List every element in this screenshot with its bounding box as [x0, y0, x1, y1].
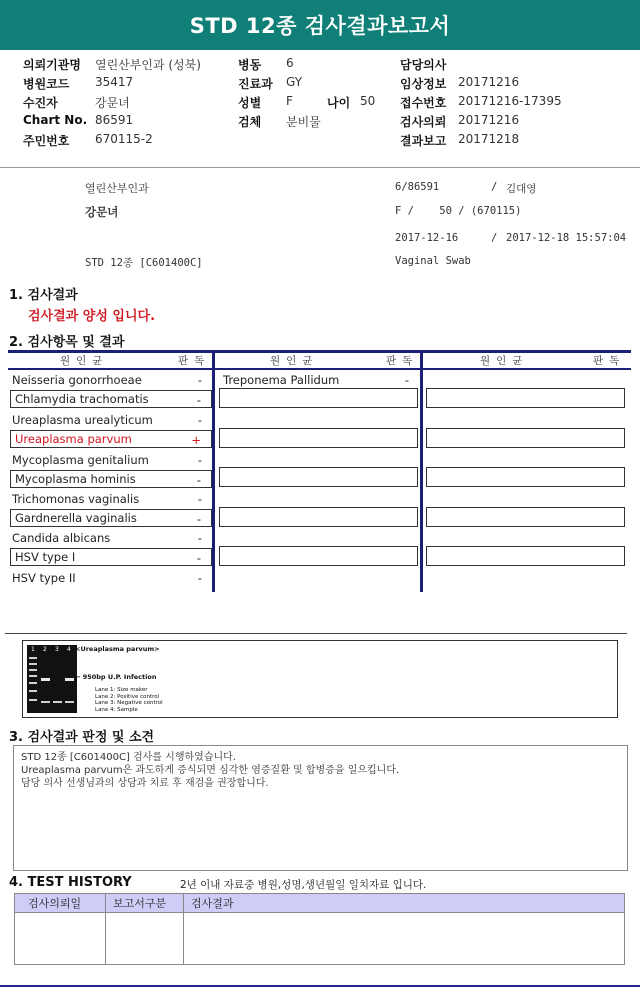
- report-clinic-name: 열린산부인과: [85, 182, 149, 195]
- section4-title: 4. TEST HISTORY: [9, 875, 132, 890]
- pathogen-result: -: [197, 413, 202, 427]
- info-key-department: 진료과: [238, 77, 273, 91]
- gel-band: [53, 701, 62, 703]
- col3-header-pathogen: 원인균: [480, 355, 529, 367]
- pathogen-row-positive: [10, 430, 212, 448]
- gel-band: [65, 678, 74, 681]
- pathogen-name: Candida albicans: [12, 531, 111, 545]
- pathogen-name: Mycoplasma genitalium: [12, 453, 149, 467]
- info-value-receipt-no: 20171216-17395: [458, 94, 562, 108]
- col1-header-result: 판독: [178, 355, 211, 367]
- info-value-department: GY: [286, 75, 303, 89]
- pathogen-result: -: [196, 512, 201, 526]
- info-value-ward: 6: [286, 56, 294, 70]
- gel-band: [29, 699, 37, 701]
- info-key-chart-no: Chart No.: [23, 113, 88, 127]
- pathogen-result: -: [196, 551, 201, 565]
- pathogen-row: [8, 490, 212, 508]
- report-test-code: STD 12종 [C601400C]: [85, 257, 203, 269]
- gel-band-label: ← 950bp U.P. Infection: [75, 673, 157, 681]
- info-key-patient: 수진자: [23, 96, 58, 110]
- gel-legend-item: Lane 1: Size maker: [95, 687, 148, 693]
- col1-header-pathogen: 원인균: [60, 355, 109, 367]
- gel-band: [29, 663, 37, 665]
- pathogen-row: [8, 569, 212, 587]
- pathogen-name: Gardnerella vaginalis: [15, 511, 137, 525]
- grid-column-divider: [420, 350, 423, 592]
- info-key-doctor: 담당의사: [400, 58, 447, 72]
- grid-column-divider: [212, 350, 215, 592]
- gel-title: <Ureaplasma parvum>: [75, 645, 160, 653]
- info-key-sex: 성별: [238, 96, 262, 110]
- info-value-requesting-institution: 열린산부인과 (성북): [95, 58, 201, 72]
- gel-band: [41, 678, 50, 681]
- pathogen-name: Trichomonas vaginalis: [12, 492, 140, 506]
- gel-band: [29, 682, 37, 684]
- report-separator-1: /: [491, 181, 498, 193]
- positive-result-text: 검사결과 양성 입니다.: [28, 309, 156, 324]
- empty-result-slot: [426, 546, 625, 566]
- gel-legend-item: Lane 4: Sample: [95, 706, 138, 713]
- info-key-hospital-code: 병원코드: [23, 77, 70, 91]
- pathogen-result: -: [196, 473, 201, 487]
- gel-band: [29, 657, 37, 659]
- lane-number: 4: [67, 646, 71, 653]
- gel-legend: [95, 687, 163, 713]
- lane-number: 1: [31, 646, 35, 653]
- pathogen-name: Neisseria gonorrhoeae: [12, 373, 142, 387]
- gel-band: [41, 701, 50, 703]
- pathogen-name: Treponema Pallidum: [223, 373, 340, 387]
- report-separator-2: /: [491, 232, 498, 244]
- empty-result-slot: [219, 507, 418, 527]
- gel-legend-item: Lane 2: Positive control: [95, 693, 160, 700]
- gel-legend-item: Lane 3: Negative control: [95, 700, 163, 706]
- info-value-specimen: 분비물: [286, 115, 321, 129]
- report-sex-age: F / 50 / (670115): [395, 205, 522, 217]
- info-key-requesting-institution: 의뢰기관명: [23, 58, 81, 72]
- report-patient-name: 강문녀: [85, 205, 119, 219]
- info-value-patient: 강문녀: [95, 96, 130, 110]
- history-col-result: 검사결과: [191, 897, 234, 910]
- pathogen-result: -: [197, 492, 202, 506]
- info-value-chart-no: 86591: [95, 113, 134, 127]
- history-table-header: [15, 894, 624, 913]
- history-note: 2년 이내 자료중 병원,성명,생년월일 일치자료 입니다.: [180, 879, 427, 891]
- history-col-request-date: 검사의뢰일: [28, 897, 82, 910]
- info-value-age: 50: [360, 94, 376, 108]
- info-key-resident-number: 주민번호: [23, 134, 70, 148]
- section1-title: 1. 검사결과: [9, 288, 78, 303]
- col2-header-result: 판독: [386, 355, 419, 367]
- section2-title: 2. 검사항목 및 결과: [9, 335, 125, 350]
- info-key-clinical-info: 임상정보: [400, 77, 447, 91]
- pathogen-name: Mycoplasma hominis: [15, 472, 136, 486]
- pathogen-name: Ureaplasma urealyticum: [12, 413, 153, 427]
- report-report-date: 2017-12-18 15:57:04: [506, 232, 627, 244]
- pathogen-row: [10, 470, 212, 488]
- info-value-result-report: 20171218: [458, 132, 520, 146]
- empty-result-slot: [219, 388, 418, 408]
- info-value-test-request: 20171216: [458, 113, 520, 127]
- history-col-divider: [183, 894, 184, 964]
- empty-result-slot: [426, 507, 625, 527]
- interpretation-line: STD 12종 [C601400C] 검사를 시행하였습니다.: [21, 752, 236, 763]
- empty-result-slot: [426, 428, 625, 448]
- pathogen-result: -: [196, 393, 201, 407]
- pathogen-name: Chlamydia trachomatis: [15, 392, 149, 406]
- divider: [5, 633, 627, 634]
- empty-result-slot: [219, 467, 418, 487]
- report-request-date: 2017-12-16: [395, 232, 459, 244]
- patient-info-panel: [0, 50, 640, 168]
- col2-header-pathogen: 원인균: [270, 355, 319, 367]
- interpretation-line: 담당 의사 선생님과의 상담과 치료 후 재검을 권장합니다.: [21, 778, 269, 789]
- history-col-report-type: 보고서구분: [113, 897, 167, 910]
- section3-title: 3. 검사결과 판정 및 소견: [9, 730, 155, 745]
- info-value-clinical-info: 20171216: [458, 75, 520, 89]
- info-key-age: 나이: [327, 96, 351, 110]
- test-history-table: [14, 893, 625, 965]
- gel-electrophoresis-image: [27, 645, 77, 713]
- lane-number: 3: [55, 646, 59, 653]
- pathogen-name: Ureaplasma parvum: [15, 432, 132, 446]
- pathogen-row: [10, 548, 212, 566]
- col3-header-result: 판독: [593, 355, 626, 367]
- pathogen-name: HSV type II: [12, 571, 76, 585]
- pathogen-row: [10, 509, 212, 527]
- pathogen-row: [8, 371, 212, 389]
- pathogen-name: HSV type I: [15, 550, 76, 564]
- empty-result-slot: [219, 428, 418, 448]
- info-key-test-request: 검사의뢰: [400, 115, 447, 129]
- info-value-resident-number: 670115-2: [95, 132, 153, 146]
- empty-result-slot: [219, 546, 418, 566]
- pathogen-row: [10, 390, 212, 408]
- info-key-ward: 병동: [238, 58, 262, 72]
- report-ward-chart: 6/86591: [395, 181, 440, 193]
- pathogen-result: -: [404, 373, 409, 387]
- pathogen-result: -: [197, 571, 202, 585]
- report-specimen: Vaginal Swab: [395, 255, 471, 267]
- interpretation-line: Ureaplasma parvum은 과도하게 증식되면 심각한 염증질환 및 합병증을 일으킵니다.: [21, 765, 400, 776]
- info-key-result-report: 결과보고: [400, 134, 447, 148]
- grid-header-rule: [8, 368, 631, 370]
- gel-band: [65, 701, 74, 703]
- pathogen-result: +: [191, 433, 201, 447]
- info-key-receipt-no: 접수번호: [400, 96, 447, 110]
- result-grid: [8, 350, 631, 592]
- info-value-sex: F: [286, 94, 293, 108]
- gel-image-panel: [22, 640, 618, 718]
- info-key-specimen: 검체: [238, 115, 262, 129]
- empty-result-slot: [426, 388, 625, 408]
- pathogen-result: -: [197, 531, 202, 545]
- info-value-hospital-code: 35417: [95, 75, 134, 89]
- pathogen-result: -: [197, 373, 202, 387]
- bottom-rule: [0, 985, 640, 987]
- interpretation-box: [13, 745, 628, 871]
- empty-result-slot: [426, 467, 625, 487]
- pathogen-row: [8, 529, 212, 547]
- report-doctor: 김대영: [506, 183, 537, 195]
- gel-band: [29, 690, 37, 692]
- history-col-divider: [105, 894, 106, 964]
- lane-number: 2: [43, 646, 47, 653]
- gel-band: [29, 669, 37, 671]
- report-title: STD 12종 검사결과보고서: [0, 0, 640, 50]
- pathogen-row: [8, 451, 212, 469]
- pathogen-row: [219, 371, 419, 389]
- pathogen-row: [8, 411, 212, 429]
- pathogen-result: -: [197, 453, 202, 467]
- gel-band: [29, 675, 37, 677]
